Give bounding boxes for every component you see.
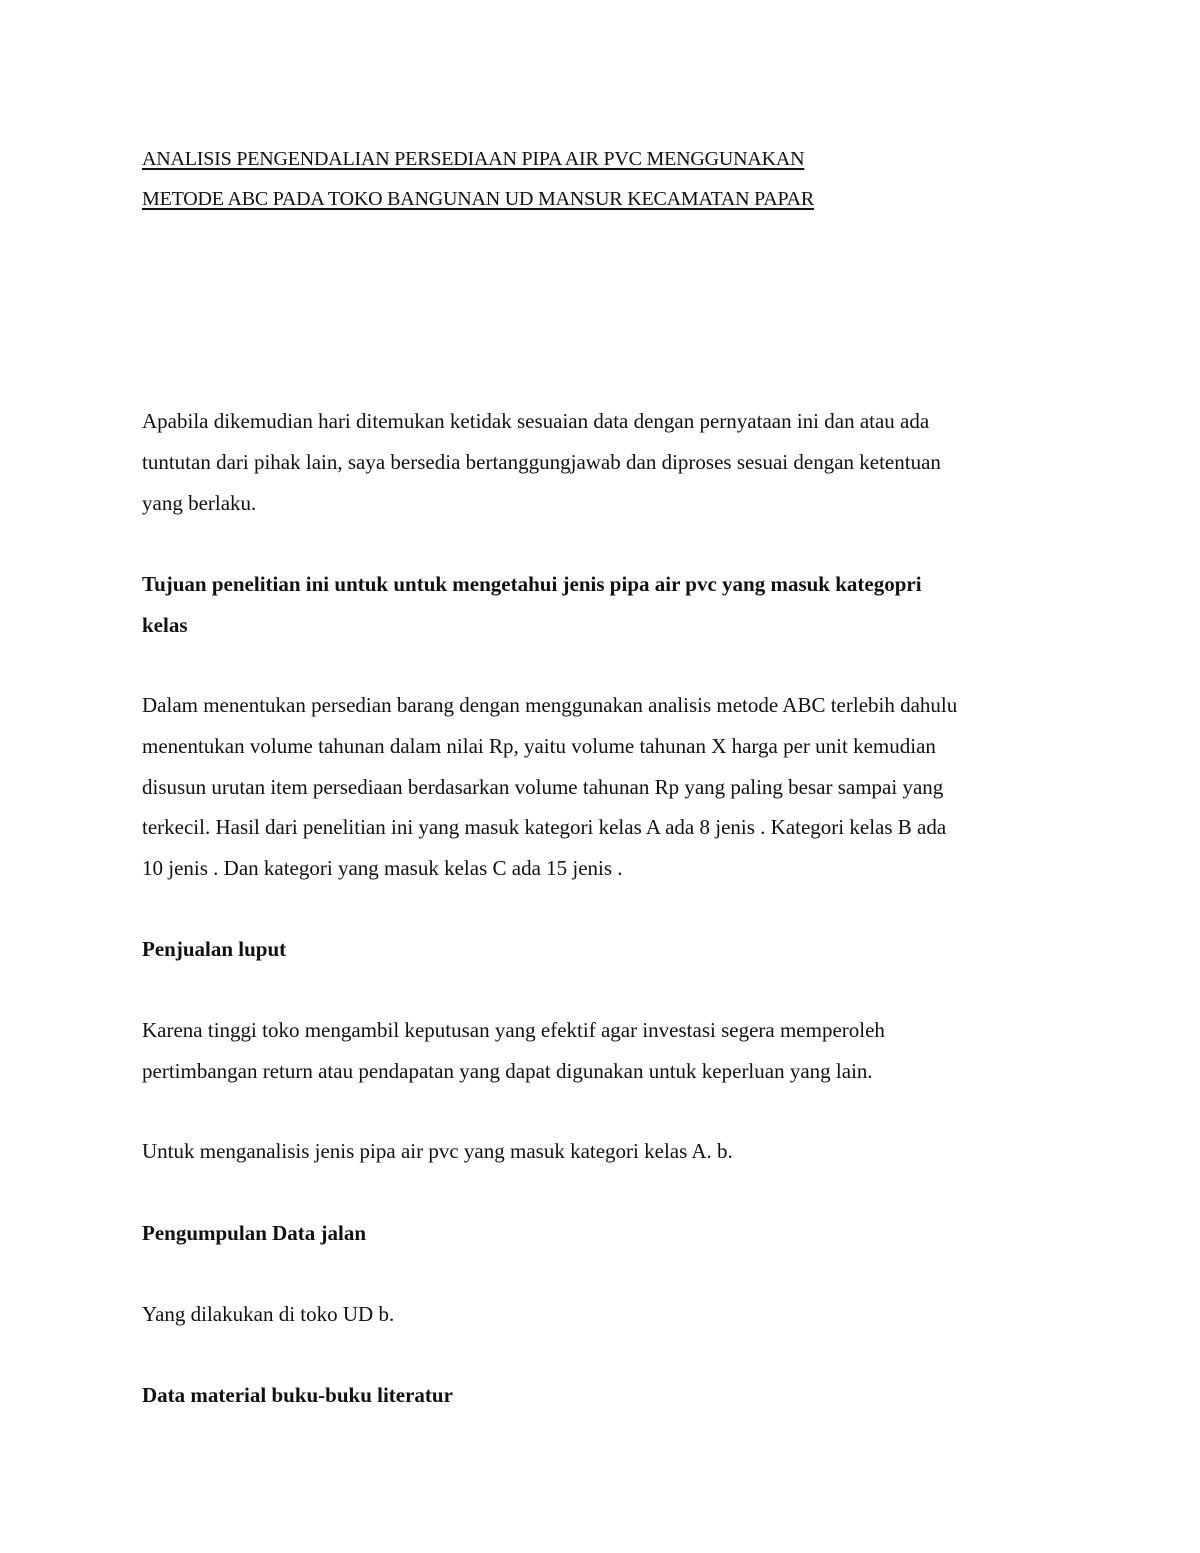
statement-line-2: tuntutan dari pihak lain, saya bersedia bertanggungjawab dan diproses sesuai dengan ketentuan (142, 449, 941, 474)
document-title (142, 139, 1042, 219)
yang-paragraph: Yang dilakukan di toko UD b. (142, 1302, 395, 1326)
pengumpulan-heading: Pengumpulan Data jalan (142, 1221, 367, 1245)
karena-line-2: pertimbangan return atau pendapatan yang dapat digunakan untuk keperluan yang lain. (142, 1058, 873, 1083)
title-line-2: METODE ABC PADA TOKO BANGUNAN UD MANSUR KECAMATAN PAPAR (142, 188, 814, 210)
title-line-1: ANALISIS PENGENDALIAN PERSEDIAAN PIPA AIR PVC MENGGUNAKAN (142, 148, 805, 170)
abc-line-5: 10 jenis . Dan kategori yang masuk kelas C ada 15 jenis . (142, 856, 623, 881)
karena-paragraph (142, 1010, 1072, 1092)
tujuan-heading (142, 564, 1072, 646)
abc-line-1: Dalam menentukan persedian barang dengan menggunakan analisis metode ABC terlebih dahulu (142, 693, 958, 717)
abc-line-3: disusun urutan item persediaan berdasarkan volume tahunan Rp yang paling besar sampai yang (142, 774, 944, 799)
tujuan-heading-line-2: kelas (142, 612, 188, 637)
data-material-heading: Data material buku-buku literatur (142, 1383, 453, 1407)
statement-line-3: yang berlaku. (142, 490, 257, 515)
abc-line-4: terkecil. Hasil dari penelitian ini yang masuk kategori kelas A ada 8 jenis . Kategori kelas B ada (142, 815, 947, 840)
karena-line-1: Karena tinggi toko mengambil keputusan yang efektif agar investasi segera memperoleh (142, 1018, 885, 1042)
abc-paragraph (142, 685, 1072, 889)
statement-line-1: Apabila dikemudian hari ditemukan ketidak sesuaian data dengan pernyataan ini dan atau ada (142, 409, 930, 433)
statement-paragraph (142, 401, 1072, 523)
penjualan-heading: Penjualan luput (142, 937, 287, 961)
abc-line-2: menentukan volume tahunan dalam nilai Rp, yaitu volume tahunan X harga per unit kemudian (142, 733, 936, 758)
tujuan-heading-line-1: Tujuan penelitian ini untuk untuk mengetahui jenis pipa air pvc yang masuk kategopri (142, 572, 922, 596)
untuk-paragraph: Untuk menganalisis jenis pipa air pvc yang masuk kategori kelas A. b. (142, 1139, 733, 1163)
